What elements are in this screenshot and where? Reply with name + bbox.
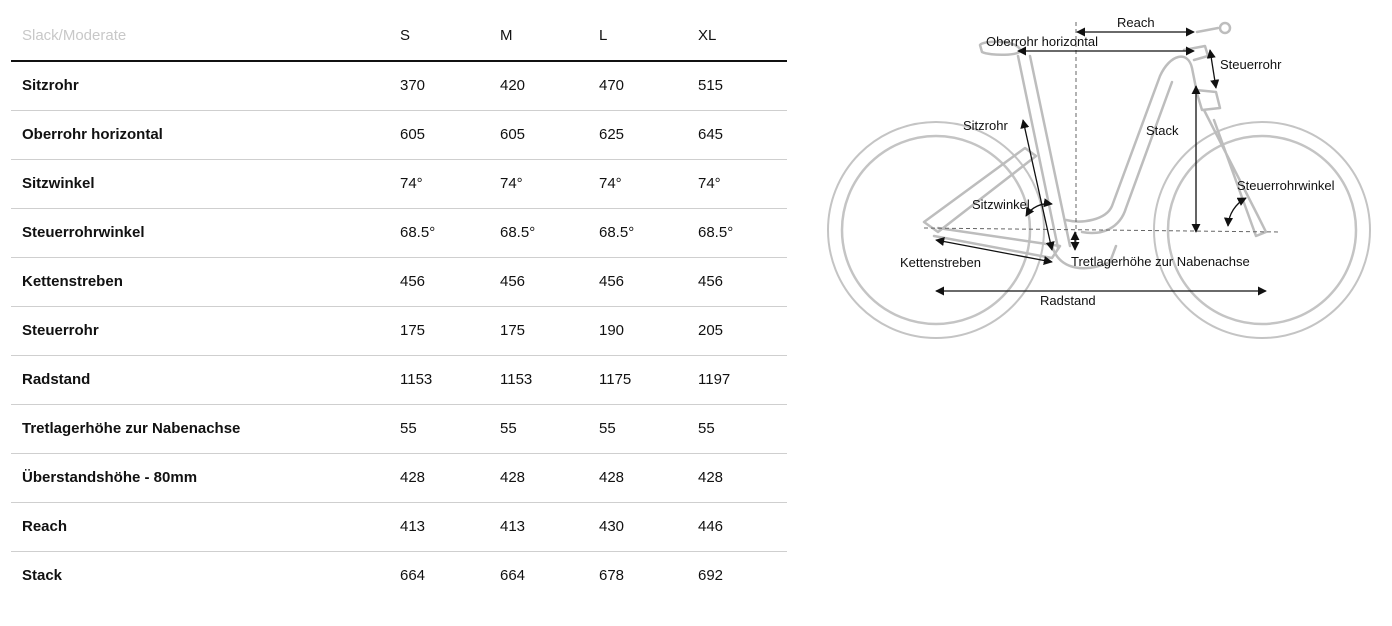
cell-value: 68.5°	[489, 208, 588, 257]
table-header-row	[11, 11, 787, 61]
cell-value: 175	[389, 306, 489, 355]
cell-value: 605	[489, 110, 588, 159]
cell-value: 428	[389, 453, 489, 502]
label-head-tube: Steuerrohr	[1220, 57, 1282, 72]
cell-value: 664	[400, 567, 426, 585]
cell-value: 190	[588, 306, 687, 355]
cell-value: 625	[588, 110, 687, 159]
row-label: Stack	[22, 567, 63, 585]
row-label: Oberrohr horizontal	[11, 110, 389, 159]
cell-value: 678	[599, 567, 625, 585]
cell-value: 55	[588, 404, 687, 453]
cell-value: 74°	[389, 159, 489, 208]
table-row	[11, 551, 787, 600]
cell-value: 470	[588, 61, 687, 110]
row-label: Sitzwinkel	[11, 159, 389, 208]
cell-value: 68.5°	[588, 208, 687, 257]
label-wheelbase: Radstand	[1040, 293, 1096, 308]
row-label: Reach	[11, 502, 389, 551]
dimension-arrows	[936, 32, 1266, 291]
row-label: Kettenstreben	[11, 257, 389, 306]
cell-value: 205	[687, 306, 787, 355]
table-row	[11, 257, 787, 306]
size-header-s: S	[389, 11, 489, 61]
cell-value: 413	[389, 502, 489, 551]
cell-value: 68.5°	[389, 208, 489, 257]
cell-value: 692	[698, 567, 724, 585]
cell-value: 515	[687, 61, 787, 110]
cell-value: 74°	[588, 159, 687, 208]
cell-value: 55	[389, 404, 489, 453]
cell-value: 55	[687, 404, 787, 453]
row-label: Steuerrohr	[11, 306, 389, 355]
table-row	[11, 453, 787, 502]
cell-value: 428	[588, 453, 687, 502]
table-row	[11, 208, 787, 257]
cell-value: 74°	[687, 159, 787, 208]
size-header-xl: XL	[687, 11, 787, 61]
cell-value: 446	[687, 502, 787, 551]
label-reach: Reach	[1117, 15, 1155, 30]
cell-value: 413	[489, 502, 588, 551]
table-row	[11, 355, 787, 404]
cell-value: 430	[588, 502, 687, 551]
table-row	[11, 61, 787, 110]
label-top-tube: Oberrohr horizontal	[986, 34, 1098, 49]
cell-value: 645	[687, 110, 787, 159]
bike-geometry-diagram	[820, 10, 1380, 350]
table-row	[11, 502, 787, 551]
geometry-table	[11, 11, 787, 600]
cell-value: 175	[489, 306, 588, 355]
cell-value: 456	[489, 257, 588, 306]
cell-value: 1197	[687, 355, 787, 404]
cell-value: 1153	[389, 355, 489, 404]
row-label: Sitzrohr	[11, 61, 389, 110]
label-bb-drop: Tretlagerhöhe zur Nabenachse	[1071, 254, 1250, 269]
cell-value: 664	[500, 567, 526, 585]
table-row	[11, 110, 787, 159]
row-label: Steuerrohrwinkel	[11, 208, 389, 257]
cell-value: 456	[389, 257, 489, 306]
cell-value: 55	[489, 404, 588, 453]
label-seat-angle: Sitzwinkel	[972, 197, 1030, 212]
cell-value: 605	[389, 110, 489, 159]
row-label: Überstandshöhe - 80mm	[11, 453, 389, 502]
cell-value: 74°	[489, 159, 588, 208]
label-stack: Stack	[1146, 123, 1179, 138]
label-head-angle: Steuerrohrwinkel	[1237, 178, 1335, 193]
table-row	[11, 404, 787, 453]
cell-value: 1153	[489, 355, 588, 404]
cell-value: 428	[489, 453, 588, 502]
cell-value: 370	[389, 61, 489, 110]
head-tube-arrow	[1210, 50, 1216, 88]
cell-value: 456	[588, 257, 687, 306]
cell-value: 68.5°	[687, 208, 787, 257]
row-label: Tretlagerhöhe zur Nabenachse	[11, 404, 389, 453]
cell-value: 428	[687, 453, 787, 502]
cell-value: 420	[489, 61, 588, 110]
size-header-l: L	[588, 11, 687, 61]
mode-label: Slack/Moderate	[11, 11, 389, 61]
row-label: Radstand	[11, 355, 389, 404]
table-row	[11, 306, 787, 355]
cell-value: 456	[687, 257, 787, 306]
cell-value: 1175	[588, 355, 687, 404]
size-header-m: M	[489, 11, 588, 61]
table-row	[11, 159, 787, 208]
label-seat-tube: Sitzrohr	[963, 118, 1008, 133]
front-wheel	[1154, 122, 1370, 338]
label-chainstays: Kettenstreben	[900, 255, 981, 270]
